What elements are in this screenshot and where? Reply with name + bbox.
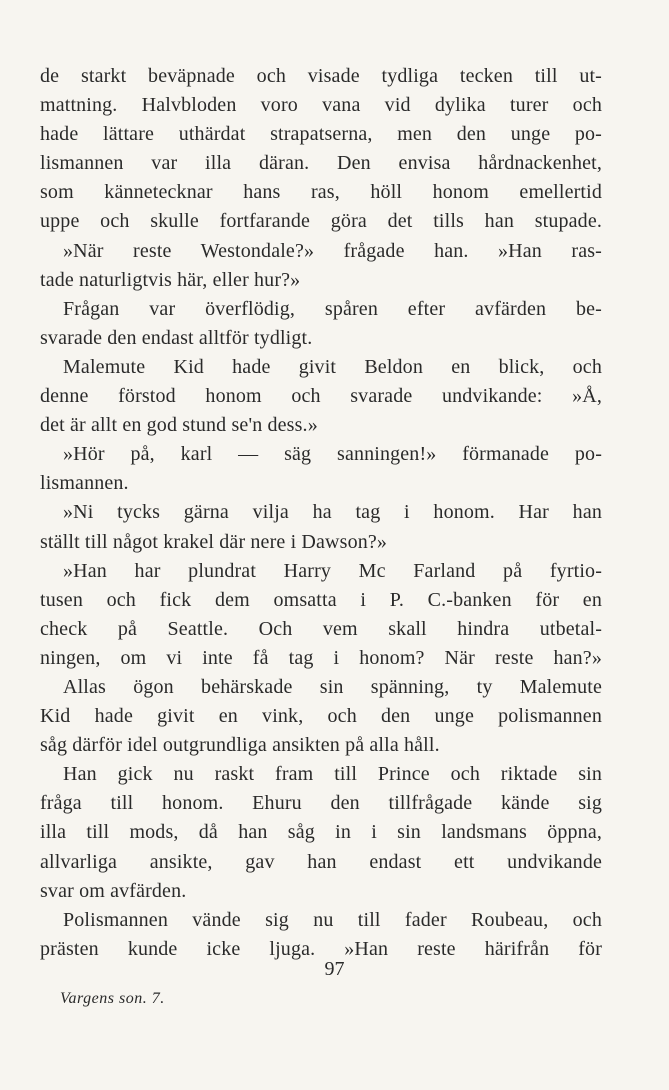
text-line: Han gick nu raskt fram till Prince och riktade sin bbox=[63, 763, 602, 786]
printer-signature: Vargens son. 7. bbox=[60, 990, 165, 1007]
text-line: som kännetecknar hans ras, höll honom emellertid bbox=[40, 181, 602, 204]
text-line: »Hör på, karl — säg sanningen!» förmanade po- bbox=[63, 443, 602, 466]
text-line: lismannen var illa däran. Den envisa hårdnackenhet, bbox=[40, 152, 602, 175]
text-line: svarade den endast alltför tydligt. bbox=[40, 326, 313, 349]
text-line: de starkt beväpnade och visade tydliga tecken till ut- bbox=[40, 65, 602, 87]
text-line: »Han har plundrat Harry Mc Farland på fyrtio- bbox=[63, 559, 602, 582]
text-line: allvarliga ansikte, gav han endast ett undvikande bbox=[40, 850, 602, 873]
text-line: ställt till något krakel där nere i Dawson?» bbox=[40, 530, 388, 553]
text-line: check på Seattle. Och vem skall hindra utbetal- bbox=[40, 617, 602, 640]
text-line: svar om avfärden. bbox=[40, 879, 187, 902]
text-line: Frågan var överflödig, spåren efter avfärden be- bbox=[63, 297, 602, 320]
text-line: illa till mods, då han såg in i sin landsmans öppna, bbox=[40, 821, 602, 844]
text-line: »Ni tycks gärna vilja ha tag i honom. Har han bbox=[63, 501, 602, 524]
text-line: Allas ögon behärskade sin spänning, ty Malemute bbox=[63, 675, 602, 698]
text-line: ningen, om vi inte få tag i honom? När reste han?» bbox=[40, 646, 602, 669]
text-line: tusen och fick dem omsatta i P. C.-banken för en bbox=[40, 588, 602, 611]
body-text bbox=[40, 62, 602, 964]
text-line: prästen kunde icke ljuga. »Han reste härifrån för bbox=[40, 937, 602, 960]
text-line: denne förstod honom och svarade undvikande: »Å, bbox=[40, 385, 602, 408]
text-line: Polismannen vände sig nu till fader Roubeau, och bbox=[63, 908, 602, 931]
text-line: såg därför idel outgrundliga ansikten på alla håll. bbox=[40, 734, 440, 757]
text-line: Kid hade givit en vink, och den unge polismannen bbox=[40, 705, 602, 728]
text-line: fråga till honom. Ehuru den tillfrågade kände sig bbox=[40, 792, 602, 815]
text-line: »När reste Westondale?» frågade han. »Han ras- bbox=[63, 239, 602, 262]
text-line: hade lättare uthärdat strapatserna, men den unge po- bbox=[40, 123, 602, 146]
page-number: 97 bbox=[324, 958, 345, 980]
text-line: lismannen. bbox=[40, 472, 129, 495]
text-line: Malemute Kid hade givit Beldon en blick, och bbox=[63, 355, 602, 378]
text-line: uppe och skulle fortfarande göra det tills han stupade. bbox=[40, 210, 602, 233]
text-line: det är allt en god stund se'n dess.» bbox=[40, 414, 318, 437]
text-line: tade naturligtvis här, eller hur?» bbox=[40, 268, 301, 291]
text-line: mattning. Halvbloden voro vana vid dylika turer och bbox=[40, 94, 602, 117]
